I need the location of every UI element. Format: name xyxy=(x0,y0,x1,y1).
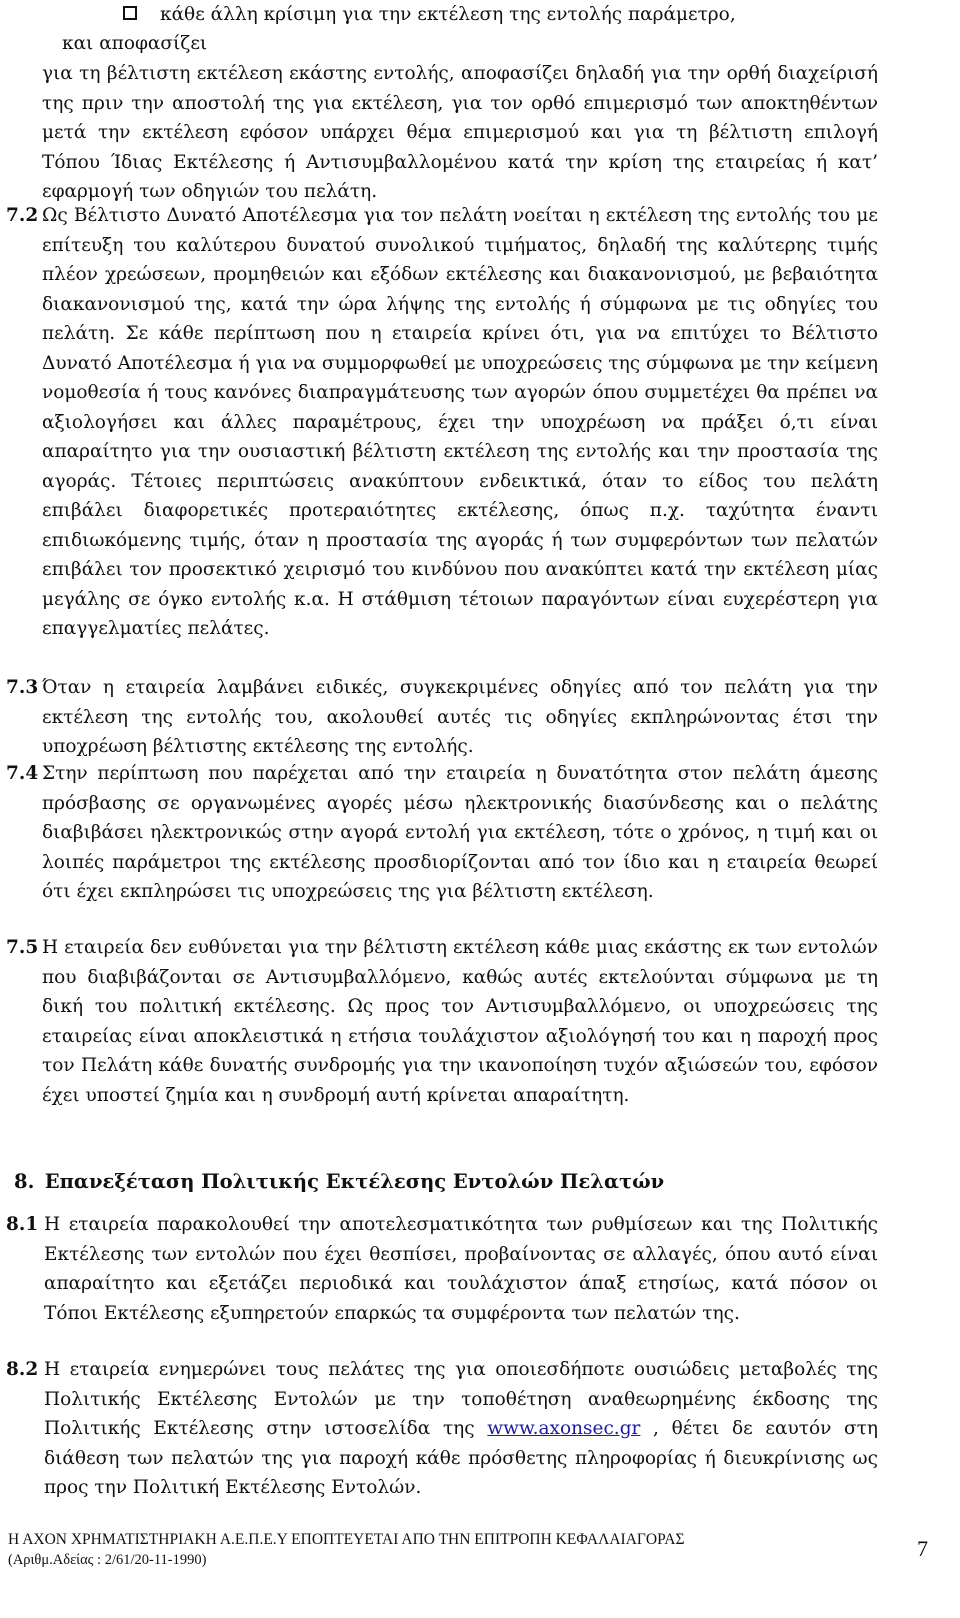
section-number: 7.5 xyxy=(6,937,39,958)
footer-regulator-line: Η ΑΧΟΝ ΧΡΗΜΑΤΙΣΤΗΡΙΑΚΗ Α.Ε.Π.Ε.Υ ΕΠΟΠΤΕΥΕΤΑΙ ΑΠΟ ΤΗΝ ΕΠΙΤΡΟΠΗ ΚΕΦΑΛΑΙΑΓΟΡΑΣ xyxy=(8,1531,685,1548)
section-text: Η εταιρεία παρακολουθεί την αποτελεσματικότητα των ρυθμίσεων και της Πολιτικής Εκτέλεσης των εντολών που έχει θεσπίσει, προβαίνοντας σε αλλαγές, όπου αυτό είναι απαραίτητο και εξετάζει περιοδικά και τουλάχιστον άπαξ ετησίως, κατά πόσον οι Τόποι Εκτέλεσης εξυπηρετούν επαρκώς τα συμφέροντα των πελατών της. xyxy=(44,1214,878,1324)
checkbox-bullet-icon xyxy=(123,6,137,20)
footer-license-line: (Αριθμ.Αδείας : 2/61/20-11-1990) xyxy=(8,1552,207,1568)
section-number: 7.3 xyxy=(6,677,39,698)
section-heading xyxy=(14,1168,664,1196)
section-number: 8.1 xyxy=(6,1214,39,1235)
heading-title: Επανεξέταση Πολιτικής Εκτέλεσης Εντολών Πελατών xyxy=(44,1170,665,1193)
section-text: Στην περίπτωση που παρέχεται από την εταιρεία η δυνατότητα στον πελάτη άμεσης πρόσβασης σε οργανωμένες αγορές μέσω ηλεκτρονικής διασύνδεσης και ο πελάτης διαβιβάσει ηλεκτρονικώς στην αγορά εντολή για εκτέλεση, τότε ο χρόνος, η τιμή και οι λοιπές παράμετροι της εκτέλεσης προσδιορίζονται από τον ίδιο και η εταιρεία θεωρεί ότι έχει εκπληρώσει τις υποχρεώσεις της για βέλτιστη εκτέλεση. xyxy=(42,763,878,902)
heading-number: 8. xyxy=(14,1170,35,1193)
section-text: Η εταιρεία δεν ευθύνεται για την βέλτιστη εκτέλεση κάθε μιας εκάστης εκ των εντολών που διαβιβάζονται σε Αντισυμβαλλόμενο, καθώς αυτές εκτελούνται σύμφωνα με τη δική του πολιτική εκτέλεσης. Ως προς τον Αντισυμβαλλόμενο, οι υποχρεώσεις της εταιρείας είναι αποκλειστικά η ετήσια τουλάχιστον αξιολόγησή του και η παροχή προς τον Πελάτη κάθε δυνατής συνδρομής για την ικανοποίηση τυχόν αξιώσεών του, εφόσον έχει υποστεί ζημία και η συνδρομή αυτή κρίνεται απαραίτητη. xyxy=(42,937,878,1106)
website-link[interactable]: www.axonsec.gr xyxy=(487,1418,641,1439)
section-text: Όταν η εταιρεία λαμβάνει ειδικές, συγκεκριμένες οδηγίες από τον πελάτη για την εκτέλεση της εντολής του, ακολουθεί αυτές τις οδηγίες εκπληρώνοντας έτσι την υποχρέωση βέλτιστης εκτέλεσης της εντολής. xyxy=(42,677,878,757)
section-text xyxy=(44,1355,878,1503)
section-number: 7.2 xyxy=(6,205,39,226)
section-number: 7.4 xyxy=(6,763,39,784)
intro-line: και αποφασίζει xyxy=(62,33,208,54)
intro-paragraph: για τη βέλτιστη εκτέλεση εκάστης εντολής, αποφασίζει δηλαδή για την ορθή διαχείρισή της πριν την αποστολή της για εκτέλεση, για τον ορθό επιμερισμό των αποκτηθέντων μετά την εκτέλεση εφόσον υπάρχει θέμα επιμερισμού και για τη βέλτιστη επιλογή Τόπου Ίδιας Εκτέλεσης ή Αντισυμβαλλομένου κατά την κρίση της εταιρείας ή κατ’ εφαρμογή των οδηγιών του πελάτη. xyxy=(42,63,878,202)
section-number: 8.2 xyxy=(6,1359,39,1380)
bullet-text: κάθε άλλη κρίσιμη για την εκτέλεση της εντολής παράμετρο, xyxy=(160,4,736,25)
text-before-link: Η εταιρεία ενημερώνει τους πελάτες της για οποιεσδήποτε ουσιώδεις μεταβολές της Πολιτικής Εκτέλεσης Εντολών με την τοποθέτηση αναθεωρημένης έκδοσης της Πολιτικής Εκτέλεσης στην ιστοσελίδα της xyxy=(44,1359,878,1439)
footer xyxy=(8,1530,685,1570)
page-number: 7 xyxy=(917,1536,928,1561)
section-text: Ως Βέλτιστο Δυνατό Αποτέλεσμα για τον πελάτη νοείται η εκτέλεση της εντολής του με επίτευξη του καλύτερου δυνατού συνολικού τιμήματος, δηλαδή της καλύτερης τιμής πλέον χρεώσεων, προμηθειών και εξόδων εκτέλεσης και διακανονισμού, με βεβαιότητα διακανονισμού της, κατά την ώρα λήψης της εντολής ή σύμφωνα με τις οδηγίες του πελάτη. Σε κάθε περίπτωση που η εταιρεία κρίνει ότι, για να επιτύχει το Βέλτιστο Δυνατό Αποτέλεσμα ή για να συμμορφωθεί με υποχρεώσεις της σύμφωνα με την κείμενη νομοθεσία ή τους κανόνες διαπραγμάτευσης των αγορών όπου συμμετέχει θα πρέπει να αξιολογήσει και άλλες παραμέτρους, έχει την υποχρέωση να πράξει ό,τι είναι απαραίτητο για την ουσιαστική βέλτιστη εκτέλεση της εντολής και την προστασία της αγοράς. Τέτοιες περιπτώσεις ανακύπτουν ενδεικτικά, όταν το είδος του πελάτη επιβάλει διαφορετικές προτεραιότητες εκτέλεσης, όπως π.χ. ταχύτητα έναντι επιδιωκόμενης τιμής, όταν η προστασία της αγοράς ή των συμφερόντων των πελατών επιβάλει τον προσεκτικό χειρισμό του κινδύνου που ανακύπτει κατά την εκτέλεση μίας μεγάλης σε όγκο εντολής κ.α. Η στάθμιση τέτοιων παραγόντων είναι ευχερέστερη για επαγγελματίες πελάτες. xyxy=(42,205,878,639)
text-after-link: , θέτει δε εαυτόν στη διάθεση των πελατών της για παροχή κάθε πρόσθετης πληροφορίας ή διευκρίνισης ως προς την Πολιτική Εκτέλεσης Εντολών. xyxy=(44,1418,878,1498)
